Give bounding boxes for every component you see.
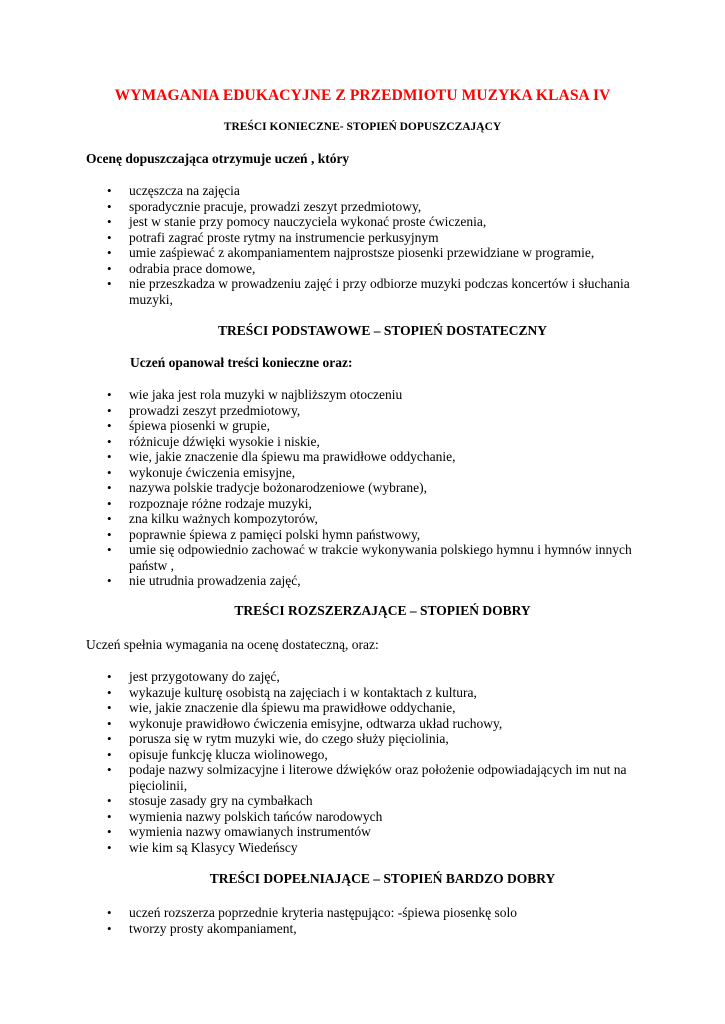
list-item-text: porusza się w rytm muzyki wie, do czego służy pięciolinia, [129,731,449,746]
list-item [0,418,639,434]
section3-heading: TREŚCI ROZSZERZAJĄCE – STOPIEŃ DOBRY [234,603,531,618]
list-item-text: wykonuje ćwiczenia emisyjne, [129,464,296,480]
list-item [0,573,639,589]
list-item-text: nazywa polskie tradycje bożonarodzeniowe (wybrane), [129,480,427,495]
list-item [0,261,639,277]
bullet-icon: • [107,824,112,839]
list-item-text: wymienia nazwy omawianych instrumentów [129,824,371,839]
list-item [0,387,639,403]
list-item-text: wie, jakie znaczenie dla śpiewu ma prawidłowe oddychanie, [129,700,456,715]
list-item [0,731,639,747]
section2-heading: TREŚCI PODSTAWOWE – STOPIEŃ DOSTATECZNY [217,323,548,338]
list-item [0,496,639,512]
list-item-text: potrafi zagrać proste rytmy na instrumencie perkusyjnym [129,229,439,245]
bullet-icon: • [107,495,112,511]
list-item-text: jest w stanie przy pomocy nauczyciela wykonać proste ćwiczenia, [129,214,487,229]
list-item-text: uczęszcza na zajęcia [129,183,240,198]
list-item [0,449,639,465]
list-item [0,905,639,921]
list-item [0,716,639,732]
list-item-text: umie się odpowiednio zachować w trakcie wykonywania polskiego hymnu i hymnów innych państw , [129,542,632,573]
list-item-text: wie kim są Klasycy Wiedeńscy [129,839,298,855]
list-item [0,809,639,825]
bullet-icon: • [107,715,112,731]
list-item-text: opisuje funkcję klucza wiolinowego, [129,746,328,762]
bullet-icon: • [107,905,112,920]
bullet-icon: • [107,402,112,418]
list-item-text: poprawnie śpiewa z pamięci polski hymn państwowy, [129,526,421,542]
list-item [0,480,639,496]
list-item-text: zna kilku ważnych kompozytorów, [129,511,318,526]
list-item-text: uczeń rozszerza poprzednie kryteria następująco: -śpiewa piosenkę solo [129,905,517,920]
list-item [0,762,639,793]
list-item-text: umie zaśpiewać z akompaniamentem najprostsze piosenki przewidziane w programie, [129,245,595,260]
list-item-text: jest przygotowany do zajęć, [129,669,280,684]
list-item-text: nie przeszkadza w prowadzeniu zajęć i przy odbiorze muzyki podczas koncertów i słuchania muzyki, [129,276,630,307]
list-item [0,183,639,199]
list-item [0,840,639,856]
list-item-text: wymienia nazwy polskich tańców narodowych [129,808,383,824]
list-item-text: wykonuje prawidłowo ćwiczenia emisyjne, odtwarza układ ruchowy, [129,715,503,731]
section1-list [0,183,725,307]
list-item [0,527,639,543]
list-item-text: nie utrudnia prowadzenia zajęć, [129,573,301,588]
list-item-text: prowadzi zeszyt przedmiotowy, [129,402,301,418]
bullet-icon: • [107,464,112,480]
bullet-icon: • [107,700,112,715]
bullet-icon: • [107,684,112,700]
list-item [0,700,639,716]
section4-list [0,905,725,936]
bullet-icon: • [107,526,112,542]
list-item [0,465,639,481]
bullet-icon: • [107,511,112,526]
list-item [0,276,639,307]
bullet-icon: • [107,183,112,198]
bullet-icon: • [107,214,112,229]
list-item-text: wie, jakie znaczenie dla śpiewu ma prawidłowe oddychanie, [129,449,456,464]
list-item [0,511,639,527]
list-item [0,921,639,937]
list-item [0,434,639,450]
section2-intro: Uczeń opanował treści konieczne oraz: [130,355,353,370]
bullet-icon: • [107,793,112,808]
list-item-text: różnicuje dźwięki wysokie i niskie, [129,433,320,449]
list-item [0,245,639,261]
list-item-text: śpiewa piosenki w grupie, [129,418,270,433]
list-item [0,542,639,573]
bullet-icon: • [107,387,112,402]
bullet-icon: • [107,920,112,936]
list-item-text: stosuje zasady gry na cymbałkach [129,793,313,808]
list-item-text: tworzy prosty akompaniament, [129,920,297,936]
bullet-icon: • [107,229,112,245]
bullet-icon: • [107,198,112,214]
document-title: WYMAGANIA EDUKACYJNE Z PRZEDMIOTU MUZYKA KLASA IV [114,87,611,104]
bullet-icon: • [107,573,112,588]
bullet-icon: • [107,542,112,557]
bullet-icon: • [107,669,112,684]
bullet-icon: • [107,731,112,746]
list-item [0,669,639,685]
section2-list [0,387,725,589]
bullet-icon: • [107,418,112,433]
bullet-icon: • [107,746,112,762]
bullet-icon: • [107,762,112,777]
bullet-icon: • [107,449,112,464]
list-item-text: odrabia prace domowe, [129,260,256,276]
bullet-icon: • [107,808,112,824]
bullet-icon: • [107,839,112,855]
list-item-text: podaje nazwy solmizacyjne i literowe dźwięków oraz położenie odpowiadających im nut na pięciolinii, [129,762,627,793]
bullet-icon: • [107,260,112,276]
list-item-text: rozpoznaje różne rodzaje muzyki, [129,495,312,511]
section3-intro: Uczeń spełnia wymagania na ocenę dostateczną, oraz: [86,637,379,652]
section1-heading: Ocenę dopuszczająca otrzymuje uczeń , który [86,151,350,166]
list-item [0,199,639,215]
list-item [0,214,639,230]
section3-list [0,669,725,855]
list-item-text: wykazuje kulturę osobistą na zajęciach i w kontaktach z kultura, [129,684,477,700]
bullet-icon: • [107,276,112,291]
list-item [0,403,639,419]
list-item [0,230,639,246]
list-item [0,793,639,809]
bullet-icon: • [107,433,112,449]
list-item [0,747,639,763]
section1-title: TREŚCI KONIECZNE- STOPIEŃ DOPUSZCZAJĄCY [223,121,502,133]
list-item-text: wie jaka jest rola muzyki w najbliższym otoczeniu [129,387,403,402]
list-item-text: sporadycznie pracuje, prowadzi zeszyt przedmiotowy, [129,198,422,214]
list-item [0,824,639,840]
list-item [0,685,639,701]
bullet-icon: • [107,480,112,495]
section4-heading: TREŚCI DOPEŁNIAJĄCE – STOPIEŃ BARDZO DOBRY [209,871,556,886]
bullet-icon: • [107,245,112,260]
